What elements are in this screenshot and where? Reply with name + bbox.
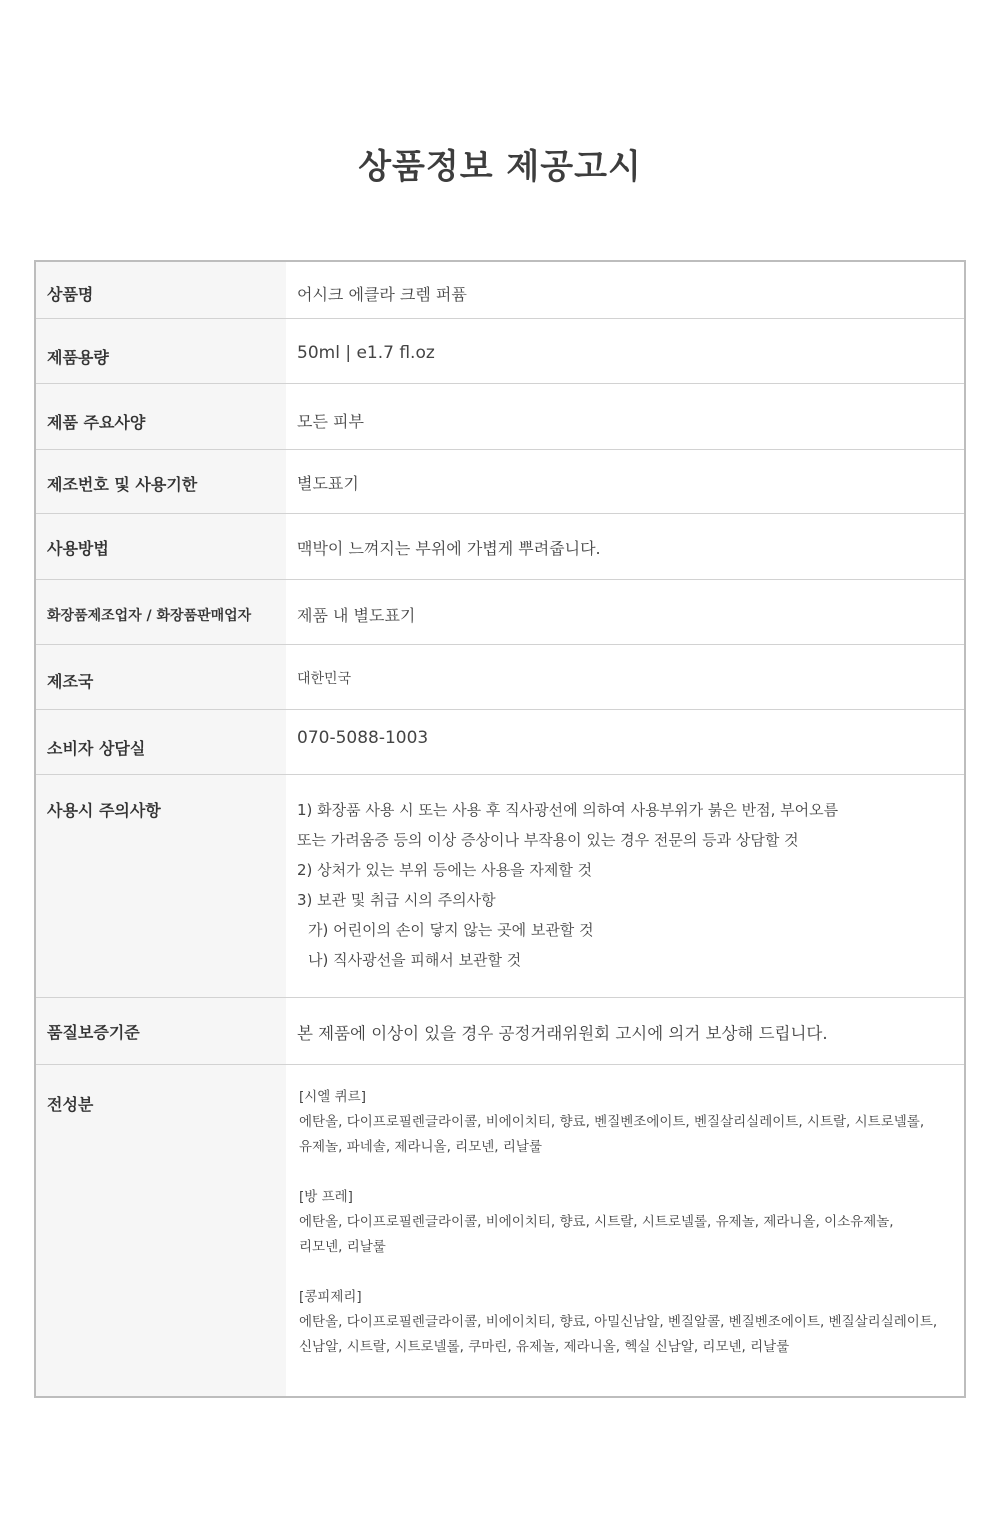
row-value: 50ml | e1.7 fl.oz — [297, 343, 435, 363]
row-label: 품질보증기준 — [36, 998, 286, 1064]
table-row-lot-expiry — [36, 450, 964, 514]
ingredient-line: 에탄올, 다이프로필렌글라이콜, 비에이치티, 향료, 시트랄, 시트로넬롤, 유제놀, 제라니올, 이소유제놀, — [299, 1214, 894, 1230]
table-row-manufacturer — [36, 580, 964, 645]
table-row-quality — [36, 998, 964, 1065]
table-row-specs — [36, 384, 964, 450]
row-value: 제품 내 별도표기 — [297, 606, 416, 625]
page-title: 상품정보 제공고시 — [358, 147, 642, 187]
ingredient-group-name: [시엘 퀴르] — [299, 1089, 366, 1105]
ingredient-line: 에탄올, 다이프로필렌글라이콜, 비에이치티, 향료, 아밀신남알, 벤질알콜, 벤질벤조에이트, 벤질살리실레이트, — [299, 1314, 938, 1330]
ingredient-group-name: [방 프레] — [299, 1189, 353, 1205]
table-row-product-name — [36, 262, 964, 319]
row-label: 제조국 — [36, 645, 286, 709]
row-label: 사용시 주의사항 — [36, 775, 286, 997]
row-value: 본 제품에 이상이 있을 경우 공정거래위원회 고시에 의거 보상해 드립니다. — [297, 1024, 828, 1043]
row-label: 화장품제조업자 / 화장품판매업자 — [36, 580, 286, 644]
row-label: 전성분 — [36, 1065, 286, 1396]
row-label: 사용방법 — [36, 514, 286, 579]
row-label: 제품 주요사양 — [36, 384, 286, 449]
caution-line: 2) 상처가 있는 부위 등에는 사용을 자제할 것 — [297, 861, 593, 879]
table-row-capacity — [36, 319, 964, 384]
ingredient-group-name: [콩피제리] — [299, 1289, 362, 1305]
row-value: 대한민국 — [297, 671, 352, 687]
table-row-contact — [36, 710, 964, 775]
table-row-origin — [36, 645, 964, 710]
caution-line: 또는 가려움증 등의 이상 증상이나 부작용이 있는 경우 전문의 등과 상담할 것 — [297, 831, 799, 849]
row-value: 모든 피부 — [297, 412, 364, 431]
ingredient-line: 신남알, 시트랄, 시트로넬롤, 쿠마린, 유제놀, 제라니올, 헥실 신남알, 리모넨, 리날룰 — [299, 1339, 790, 1355]
ingredient-line: 리모넨, 리날룰 — [299, 1239, 386, 1255]
row-value: 맥박이 느껴지는 부위에 가볍게 뿌려줍니다. — [297, 539, 601, 558]
row-value: 별도표기 — [297, 474, 359, 493]
ingredient-group — [299, 1185, 964, 1260]
caution-line: 3) 보관 및 취급 시의 주의사항 — [297, 891, 496, 909]
row-label: 제조번호 및 사용기한 — [36, 450, 286, 513]
table-row-cautions — [36, 775, 964, 998]
row-label: 제품용량 — [36, 319, 286, 383]
product-info-table — [34, 260, 966, 1398]
table-row-ingredients — [36, 1065, 964, 1396]
caution-line: 1) 화장품 사용 시 또는 사용 후 직사광선에 의하여 사용부위가 붉은 반점, 부어오름 — [297, 801, 839, 819]
row-label: 소비자 상담실 — [36, 710, 286, 774]
ingredient-line: 유제놀, 파네솔, 제라니올, 리모넨, 리날룰 — [299, 1139, 542, 1155]
table-row-usage — [36, 514, 964, 580]
ingredient-group — [299, 1285, 964, 1360]
row-value: 어시크 에클라 크렘 퍼퓸 — [297, 285, 467, 304]
row-value: 070-5088-1003 — [297, 728, 429, 748]
ingredient-line: 에탄올, 다이프로필렌글라이콜, 비에이치티, 향료, 벤질벤조에이트, 벤질살리실레이트, 시트랄, 시트로넬롤, — [299, 1114, 925, 1130]
ingredient-group — [299, 1085, 964, 1160]
caution-line: 나) 직사광선을 피해서 보관할 것 — [308, 951, 522, 969]
row-value — [286, 775, 964, 997]
row-value — [286, 1065, 964, 1396]
row-label: 상품명 — [36, 262, 286, 318]
caution-line: 가) 어린이의 손이 닿지 않는 곳에 보관할 것 — [308, 921, 594, 939]
